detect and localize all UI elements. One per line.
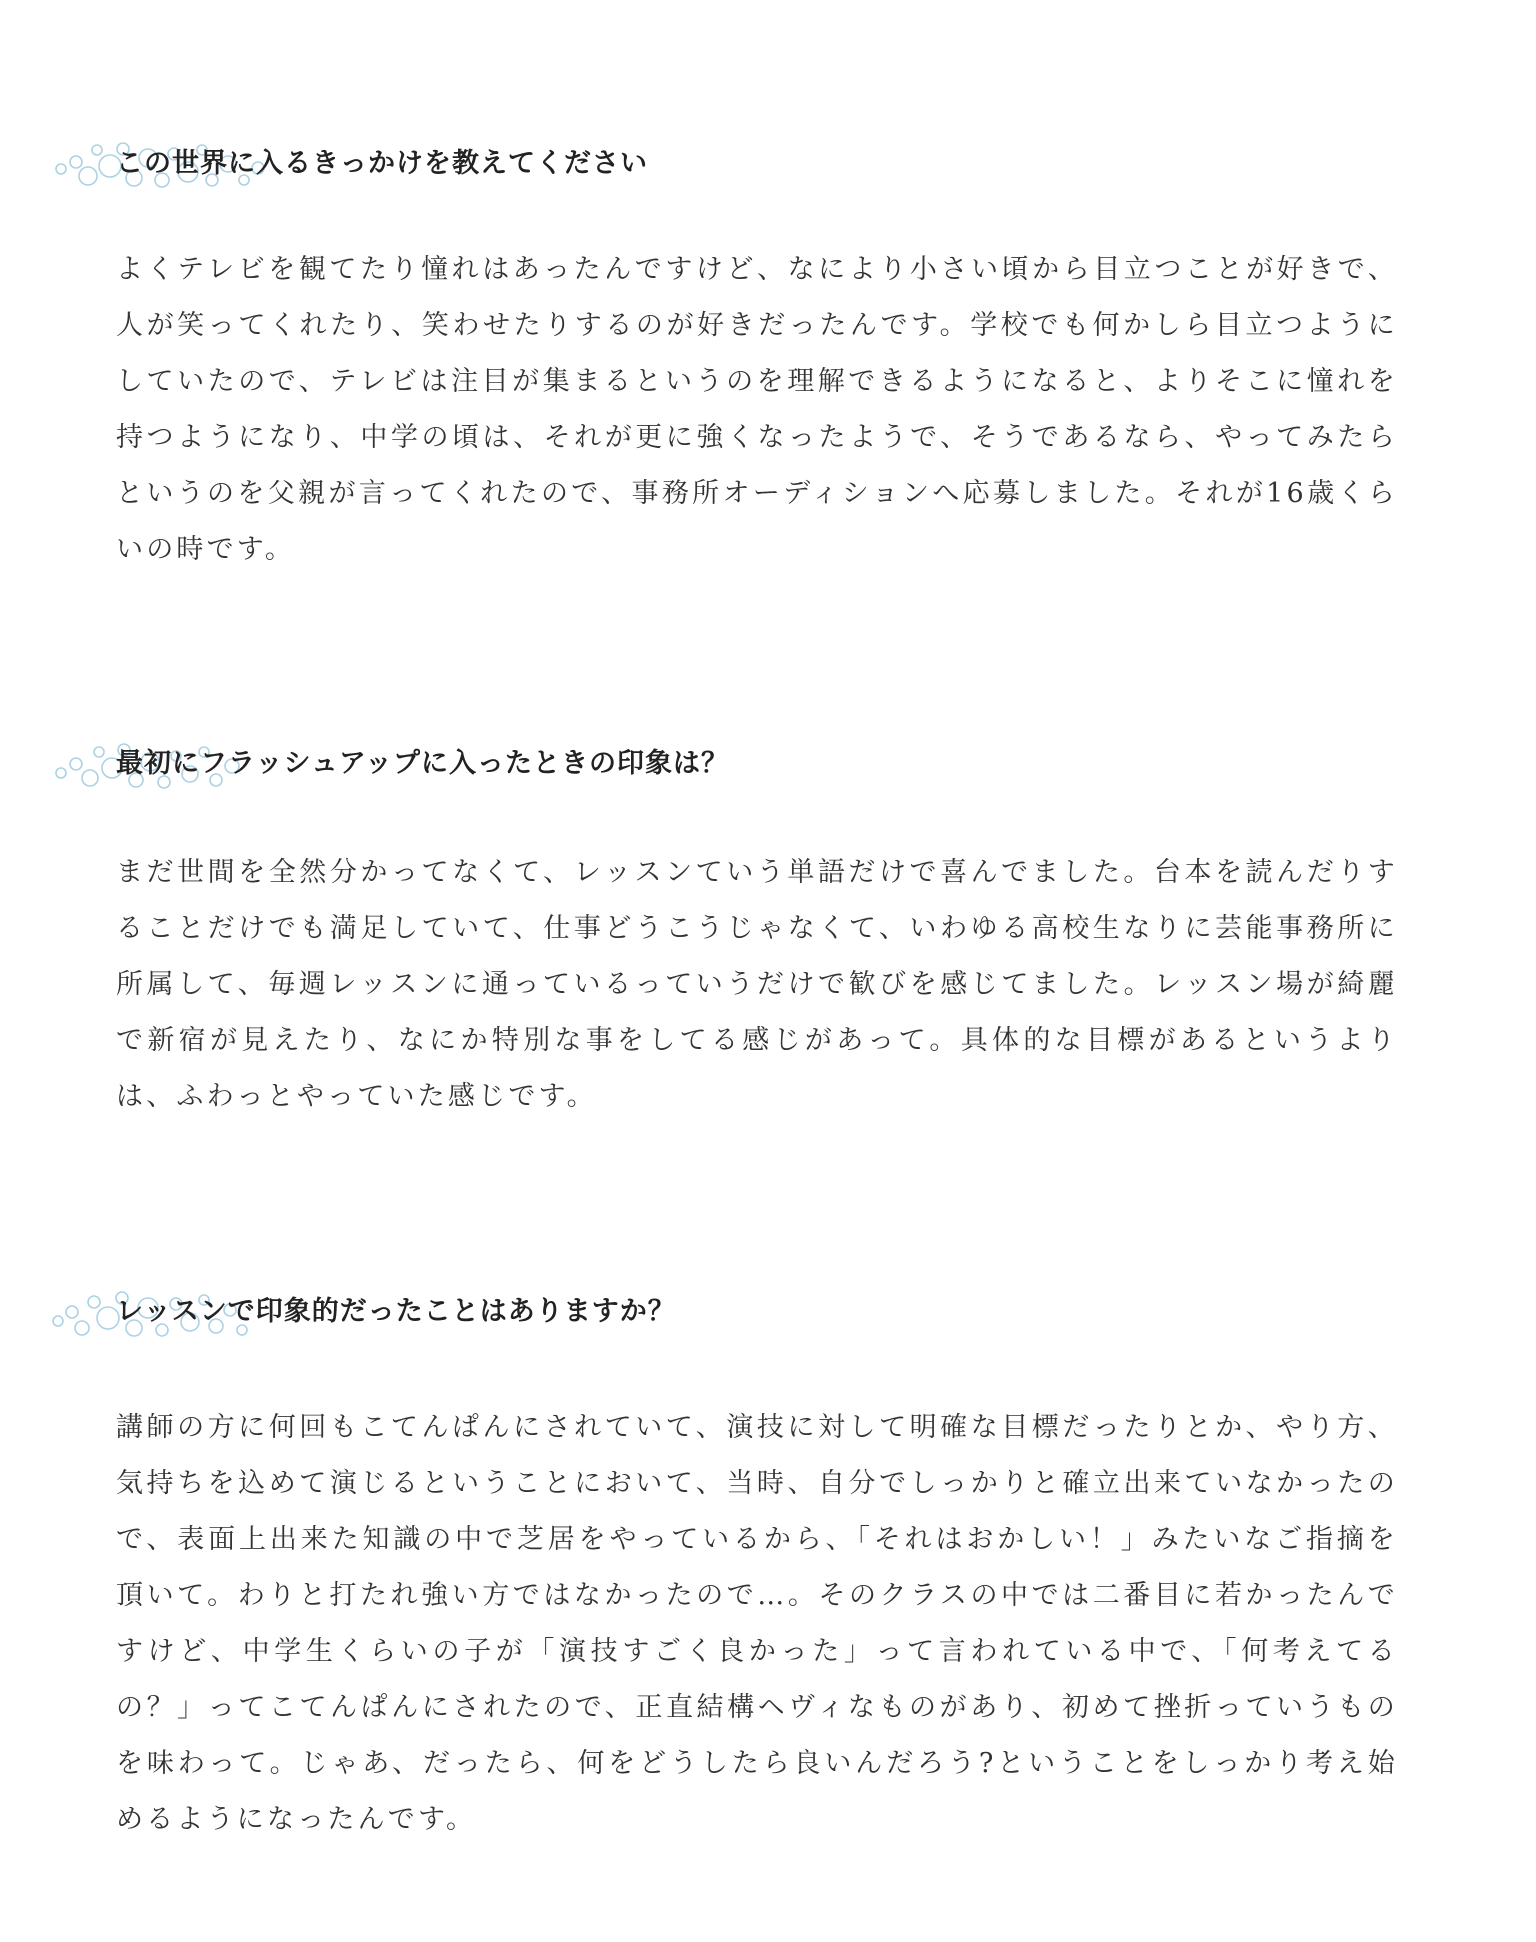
answer-paragraph: まだ世間を全然分かってなくて、レッスンていう単語だけで喜んでました。台本を読んだりすることだけでも満足していて、仕事どうこうじゃなくて、いわゆる高校生なりに芸能事務所に所属して、毎週レッスンに通っているっていうだけで歓びを感じてました。レッスン場が綺麗で新宿が見えたり、なにか特別な事をしてる感じがあって。具体的な目標があるというよりは、ふわっとやっていた感じです。 — [116, 857, 1398, 1112]
question-heading-2 — [0, 740, 1536, 788]
answer-paragraph: 講師の方に何回もこてんぱんにされていて、演技に対して明確な目標だったりとか、やり方、気持ちを込めて演じるということにおいて、当時、自分でしっかりと確立出来ていなかったので、表面上出来た知識の中で芝居をやっているから、「それはおかしい！」みたいなご指摘を頂いて。わりと打たれ強い方ではなかったので…。そのクラスの中では二番目に若かったんですけど、中学生くらいの子が「演技すごく良かった」って言われている中で、「何考えてるの？」ってこてんぱんにされたので、正直結構ヘヴィなものがあり、初めて挫折っていうものを味わって。じゃあ、だったら、何をどうしたら良いんだろう?ということをしっかり考え始めるようになったんです。 — [116, 1412, 1398, 1835]
question-heading-1 — [0, 140, 1536, 188]
qa-section-1 — [0, 140, 1536, 565]
answer-paragraph: よくテレビを観てたり憧れはあったんですけど、なにより小さい頃から目立つことが好きで、人が笑ってくれたり、笑わせたりするのが好きだったんです。学校でも何かしら目立つようにしていたので、テレビは注目が集まるというのを理解できるようになると、よりそこに憧れを持つようになり、中学の頃は、それが更に強くなったようで、そうであるなら、やってみたらというのを父親が言ってくれたので、事務所オーディションへ応募しました。それが16歳くらいの時です。 — [116, 254, 1398, 565]
question-text: この世界に入るきっかけを教えてください — [116, 148, 648, 179]
question-text: レッスンで印象的だったことはありますか？ — [116, 1296, 676, 1327]
question-text: 最初にフラッシュアップに入ったときの印象は？ — [116, 748, 730, 779]
question-heading-3 — [0, 1288, 1536, 1336]
qa-section-2 — [0, 740, 1536, 1112]
qa-section-3 — [0, 1288, 1536, 1835]
